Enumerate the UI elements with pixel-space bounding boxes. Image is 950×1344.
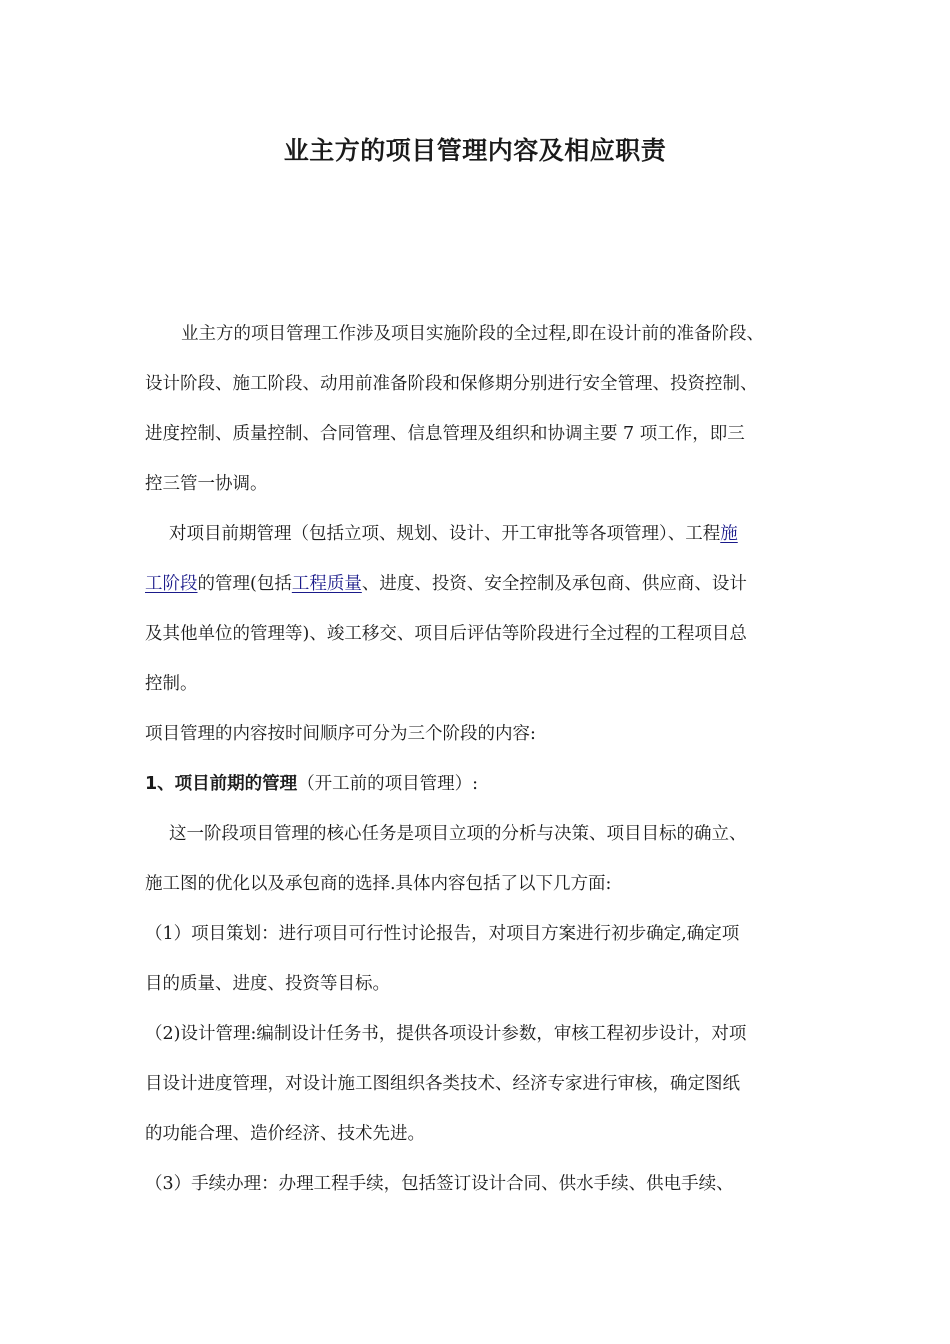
text-line: [145, 559, 825, 609]
text-line: 控三管一协调。: [145, 474, 268, 494]
paragraph-scope: [145, 509, 825, 709]
text-line: 施工图的优化以及承包商的选择.具体内容包括了以下几方面:: [145, 874, 612, 894]
text-line: （2)设计管理:编制设计任务书，提供各项设计参数，审核工程初步设计，对项: [145, 1024, 747, 1044]
text-line: 及其他单位的管理等)、竣工移交、项目后评估等阶段进行全过程的工程项目总: [145, 624, 747, 644]
text-line: 目的质量、进度、投资等目标。: [145, 974, 390, 994]
document-body: [145, 309, 825, 1209]
text-line: （1）项目策划：进行项目可行性讨论报告，对项目方案进行初步确定,确定项: [145, 924, 740, 944]
list-item-project-planning: [145, 909, 825, 1009]
document-title: 业主方的项目管理内容及相应职责: [283, 136, 667, 165]
link-engineering-quality[interactable]: 工程质量: [291, 574, 362, 594]
paragraph-overview: [145, 309, 825, 509]
text-line: 项目管理的内容按时间顺序可分为三个阶段的内容:: [145, 724, 536, 744]
section-heading-rest: （开工前的项目管理）:: [297, 774, 479, 794]
text-line: （3）手续办理：办理工程手续，包括签订设计合同、供水手续、供电手续、: [145, 1174, 734, 1194]
text-line: 业主方的项目管理工作涉及项目实施阶段的全过程,即在设计前的准备阶段、: [181, 324, 765, 344]
text-run: 的管理(包括: [197, 574, 292, 594]
link-construction-stage-cont[interactable]: 工阶段: [145, 574, 198, 594]
section-heading-preproject: [145, 759, 825, 809]
text-line: [145, 759, 825, 809]
text-line: 目设计进度管理，对设计施工图组织各类技术、经济专家进行审核，确定图纸: [145, 1074, 740, 1094]
text-line: 控制。: [145, 674, 198, 694]
text-line: 这一阶段项目管理的核心任务是项目立项的分析与决策、项目目标的确立、: [169, 824, 747, 844]
section-heading-bold: 1、项目前期的管理: [145, 774, 298, 794]
text-line: 设计阶段、施工阶段、动用前准备阶段和保修期分别进行安全管理、投资控制、: [145, 374, 758, 394]
paragraph-phases-intro: [145, 709, 825, 759]
text-line: [145, 509, 825, 559]
text-line: 的功能合理、造价经济、技术先进。: [145, 1124, 425, 1144]
text-line: 进度控制、质量控制、合同管理、信息管理及组织和协调主要 7 项工作，即三: [145, 424, 745, 444]
list-item-design-management: [145, 1009, 825, 1159]
list-item-procedures: [145, 1159, 825, 1209]
link-construction-stage[interactable]: 施: [720, 524, 738, 544]
text-run: 、进度、投资、安全控制及承包商、供应商、设计: [361, 574, 747, 594]
text-run: 对项目前期管理（包括立项、规划、设计、开工审批等各项管理）、工程: [169, 524, 721, 544]
paragraph-preproject-core: [145, 809, 825, 909]
